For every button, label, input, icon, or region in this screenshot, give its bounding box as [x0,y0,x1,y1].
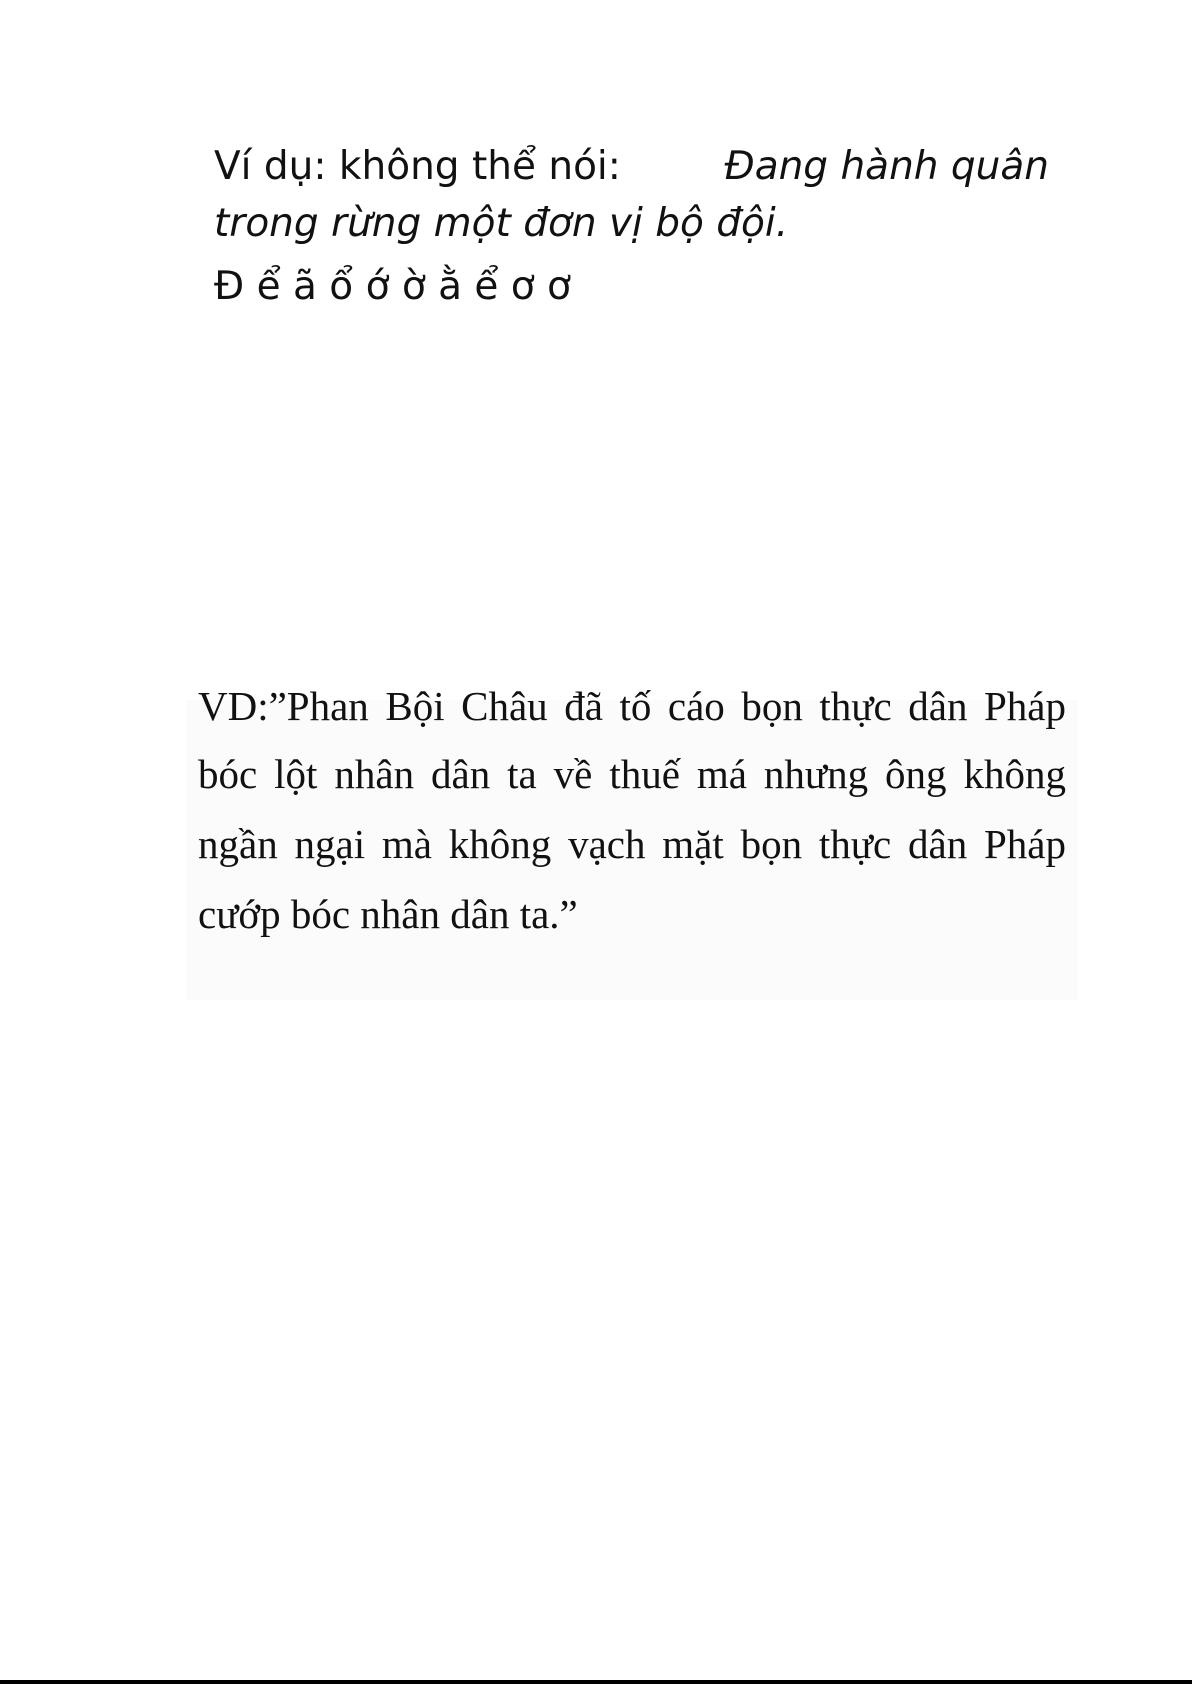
quote-line-3: ngần ngại mà không vạch mặt bọn thực dân Pháp [198,821,1066,867]
quote-snippet-serif [186,683,1078,1000]
quote-line-2: bóc lột nhân dân ta về thuế má nhưng ông không [198,751,1066,797]
example-line-1 [214,138,1049,195]
example-line-2: trong rừng một đơn vị bộ đội. [214,201,789,246]
page-bottom-rule [0,1680,1192,1684]
example-italic-start: Đang hành quân [724,144,1049,189]
example-line-3-clipped: Đ ể ã ổ ớ ờ ằ ể ơ ơ [214,264,571,309]
example-prefix: Ví dụ: không thể nói: [214,144,621,189]
quote-line-4: cướp bóc nhân dân ta.” [198,891,578,937]
quote-line-1: VD:”Phan Bội Châu đã tố cáo bọn thực dân Pháp [198,683,1066,729]
example-snippet-sans [214,138,1049,309]
